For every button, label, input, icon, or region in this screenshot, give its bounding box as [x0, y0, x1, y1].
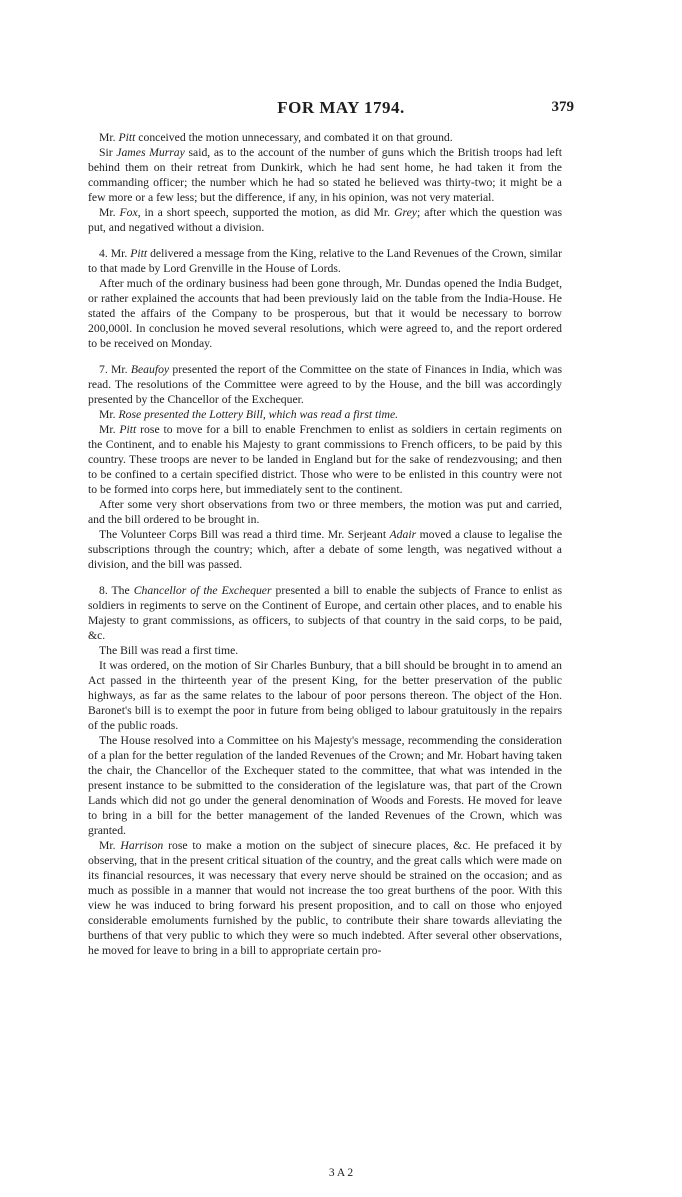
text-run: presented a bill to enable the subjects of France to enlist as soldiers in regiments to serve on the Continent of Europe, and certain other places, and to enable his Majesty to grant commissions, as officers, to subjects of that country in the said corps, to be paid, &c. — [88, 584, 562, 642]
paragraph — [88, 838, 562, 958]
page-number: 379 — [551, 99, 574, 115]
text-run: 4. Mr. — [99, 247, 131, 260]
paragraph — [88, 407, 562, 422]
italic-text: Harrison — [120, 839, 164, 852]
paragraph — [88, 145, 562, 205]
text-run: Mr. — [99, 206, 120, 219]
text-run: The House resolved into a Committee on his Majesty's message, recommending the consideration of a plan for the better regulation of the landed Revenues of the Crown; and Mr. Hobart having taken the chair, the Chancellor of the Exchequer stated to the committee, that what was intended in the present instance to be submitted to the consideration of the legislature was, that part of the Crown Lands which did not go under the general denomination of Woods and Forests. He moved for leave to bring in a bill for the better management of the landed Revenues of the Crown, which was granted. — [88, 734, 562, 837]
italic-text: Pitt — [130, 247, 148, 260]
paragraph — [88, 246, 562, 276]
paragraph — [88, 130, 562, 145]
text-run: After much of the ordinary business had been gone through, Mr. Dundas opened the India Budget, or rather explained the accounts that had been previously laid on the table from the India-House. He stated the affairs of the Company to be prosperous, but that it would be necessary to borrow 200,000l. In conclusion he moved several resolutions, which were agreed to, and the report ordered to be received on Monday. — [88, 277, 562, 350]
text-run: The Bill was read a first time. — [99, 644, 239, 657]
paragraph — [88, 527, 562, 572]
text-run: rose to move for a bill to enable Frenchmen to enlist as soldiers in certain regiments on the Continent, and to enable his Majesty to grant commissions to French officers, to be paid by this country. These troops are never to be landed in England but for the sake of rendezvousing; and then to be confined to a certain specified district. Those who were to be enlisted in this country were not to be formed into corps here, but immediately sent to the continent. — [88, 423, 563, 496]
paragraph — [88, 658, 562, 733]
signature-mark: 3 A 2 — [328, 1167, 354, 1179]
text-run: moved a clause to legalise the subscriptions through the country; which, after a debate of some length, was negatived without a division, and the bill was passed. — [88, 528, 563, 571]
paragraph — [88, 422, 562, 497]
paragraph — [88, 643, 562, 658]
text-run: Sir — [99, 146, 117, 159]
text-run: It was ordered, on the motion of Sir Charles Bunbury, that a bill should be brought in to amend an Act passed in the thirteenth year of the present King, for the better preservation of the public highways, as far as the same relates to the labour of poor persons thereon. The object of the Hon. Baronet's bill is to exempt the poor in future from being obliged to labour gratuitously in the repairs of the public roads. — [88, 659, 562, 732]
text-run: Mr. — [99, 131, 119, 144]
italic-text: Pitt — [119, 423, 137, 436]
text-run: 8. The — [99, 584, 134, 597]
text-run: Mr. — [99, 423, 120, 436]
text-run: rose to make a motion on the subject of sinecure places, &c. He prefaced it by observing, that in the present critical situation of the country, and the great calls which were made on its financial resources, it was necessary that every nerve should be strained on the occasion; and as much as possible in a manner that would not increase the too great burthens of the poor. With this view he was induced to bring forward his present proposition, and to call on those who enjoyed considerable emoluments furnished by the public, to contribute their share towards alleviating the burthens of that very public to which they were so much indebted. After several other observations, he moved for leave to bring in a bill to appropriate certain pro- — [88, 839, 562, 957]
italic-text: Pitt — [118, 131, 136, 144]
text-run: , in a short speech, supported the motion, as did Mr. — [137, 206, 395, 219]
text-run: Mr. — [99, 408, 119, 421]
paragraph — [88, 205, 562, 235]
text-run: After some very short observations from two or three members, the motion was put and carried, and the bill ordered to be brought in. — [88, 498, 562, 526]
text-run: 7. Mr. — [99, 363, 131, 376]
italic-text: Chancellor of the Exchequer — [133, 584, 272, 597]
paragraph — [88, 276, 562, 351]
body-text — [88, 130, 562, 958]
text-run: ; after which the question was put, and negatived without a division. — [88, 206, 563, 234]
paragraph — [88, 583, 562, 643]
paragraph — [88, 497, 562, 527]
running-title: FOR MAY 1794. — [277, 98, 405, 117]
text-run: The Volunteer Corps Bill was read a third time. Mr. Serjeant — [99, 528, 390, 541]
text-run: conceived the motion unnecessary, and combated it on that ground. — [135, 131, 453, 144]
italic-text: Grey — [394, 206, 417, 219]
text-run: said, as to the account of the number of guns which the British troops had left behind them on their retreat from Dunkirk, which he had sent home, he had taken it from the commanding officer; the number which he had so stated he believed was thirty-two; it might be a few more or a few less; but the difference, if any, in his opinion, was not very material. — [88, 146, 562, 204]
paragraph — [88, 733, 562, 838]
page-header — [0, 98, 682, 122]
italic-text: James Murray — [116, 146, 185, 159]
italic-text: Beaufoy — [130, 363, 170, 376]
paragraph — [88, 362, 562, 407]
text-run: delivered a message from the King, relative to the Land Revenues of the Crown, similar to that made by Lord Grenville in the House of Lords. — [88, 247, 562, 275]
italic-text: Rose presented the Lottery Bill, which was read a first time. — [118, 408, 399, 421]
italic-text: Adair — [389, 528, 417, 541]
text-run: presented the report of the Committee on the state of Finances in India, which was read. The resolutions of the Committee were agreed to by the House, and the bill was accordingly presented by the Chancellor of the Exchequer. — [88, 363, 563, 406]
italic-text: Fox — [119, 206, 138, 219]
text-run: Mr. — [99, 839, 121, 852]
